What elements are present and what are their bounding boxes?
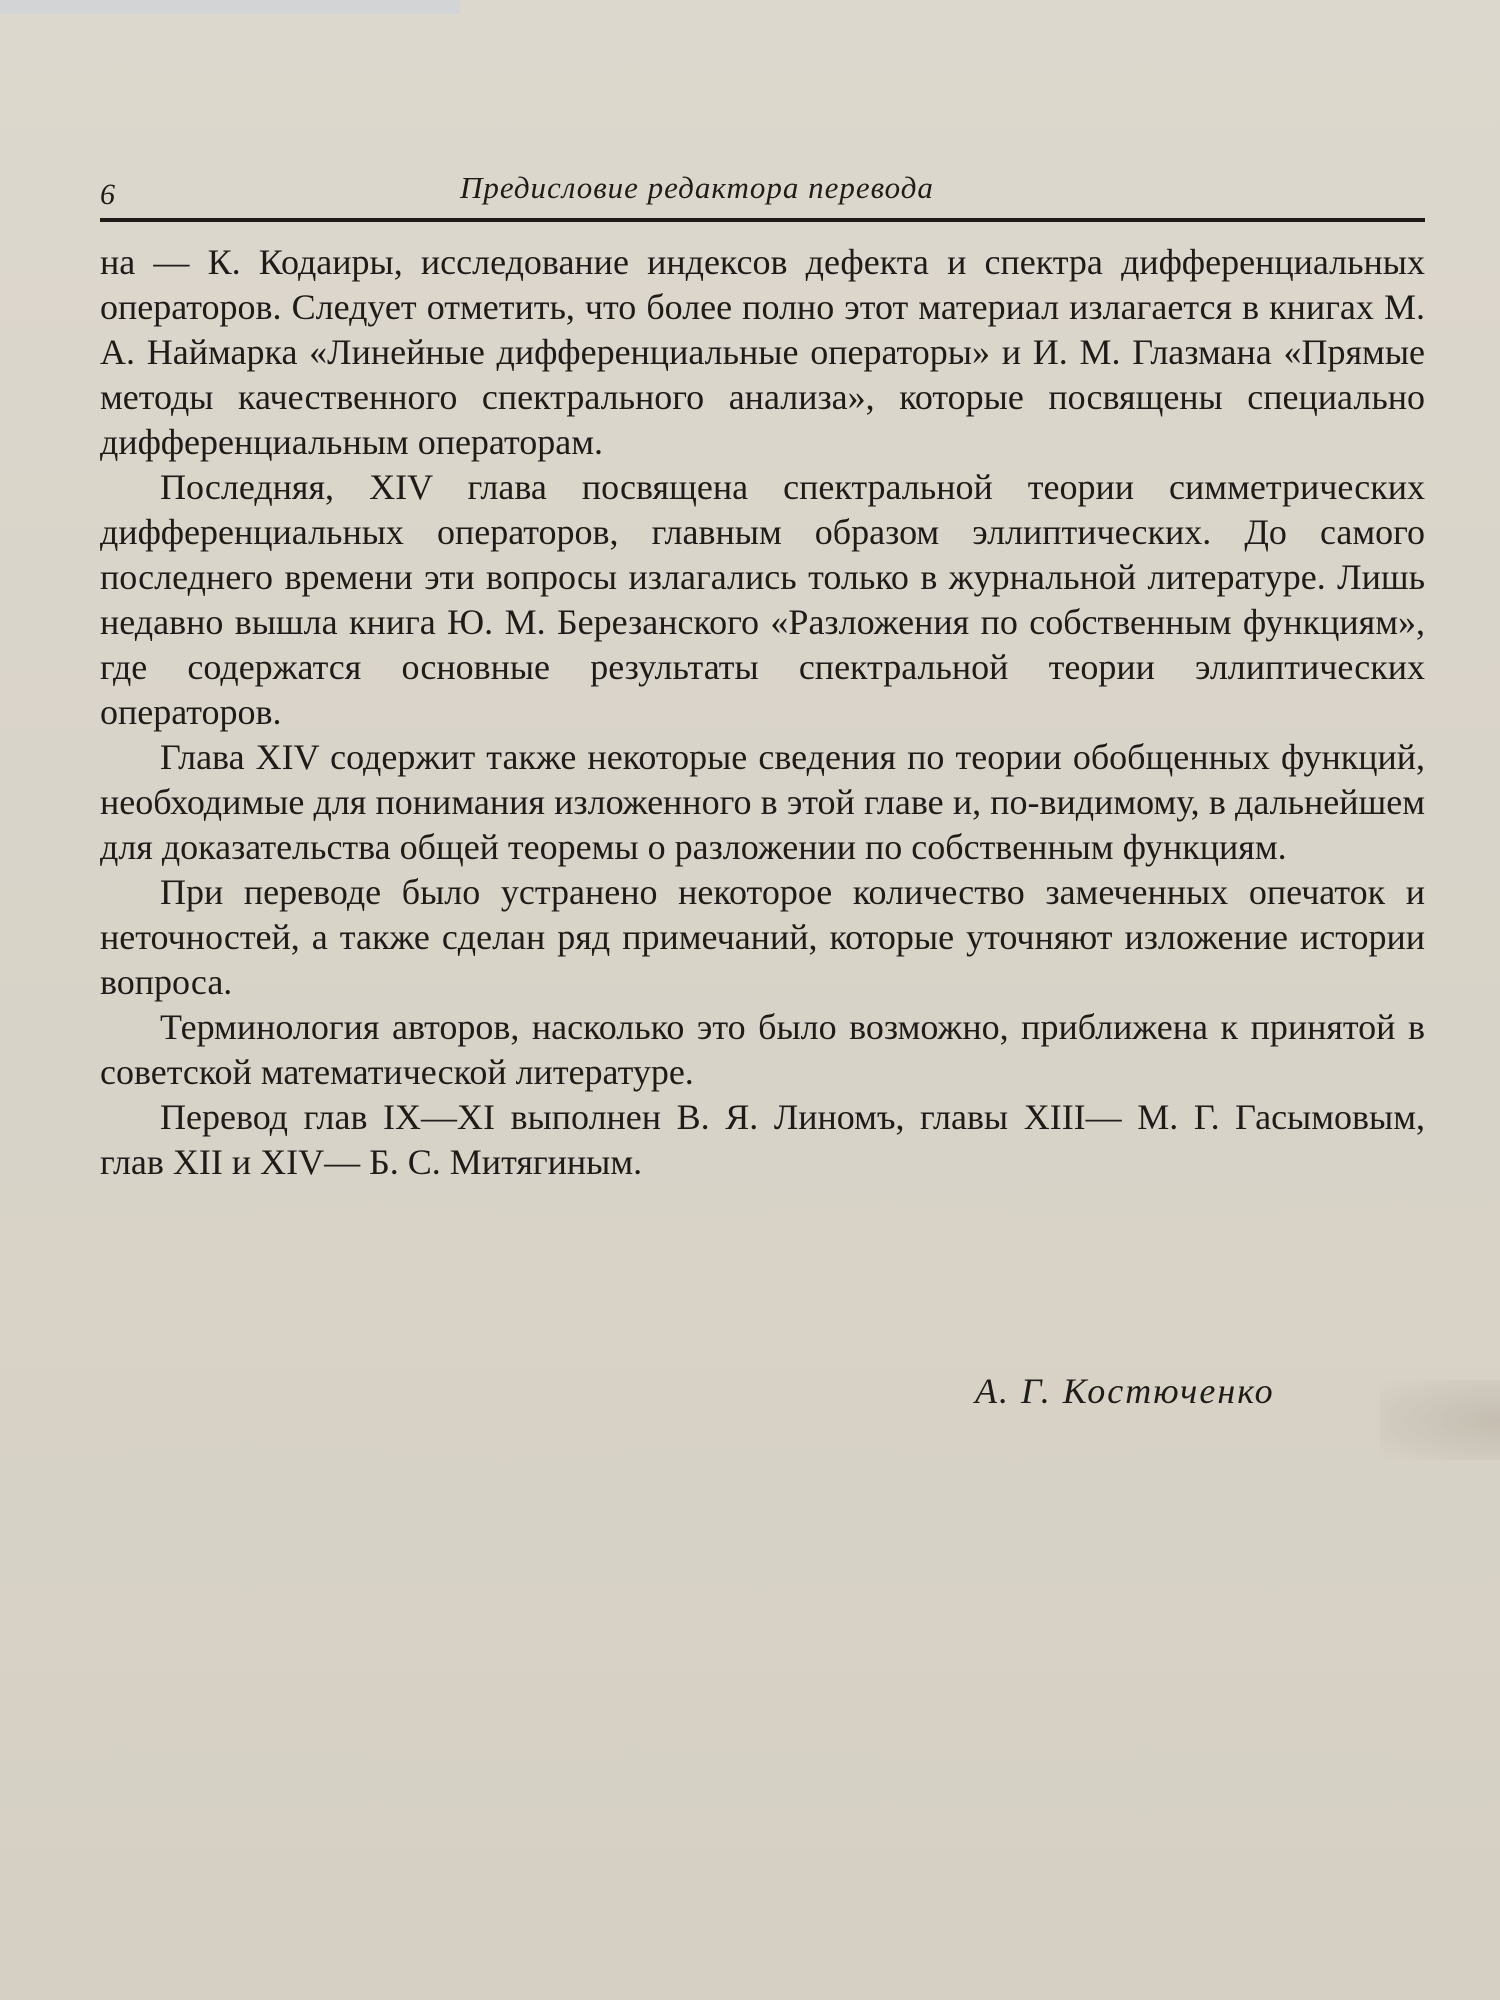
running-head	[100, 148, 1425, 222]
page-number: 6	[100, 178, 115, 211]
body-text	[100, 240, 1425, 1185]
paragraph: Терминология авторов, насколько это было возможно, приближена к принятой в советской математической литературе.	[100, 1007, 1425, 1092]
paragraph: При переводе было устранено некоторое количество замеченных опечаток и неточностей, а также сделан ряд примечаний, которые уточняют изложение истории вопроса.	[100, 872, 1425, 1002]
paragraph: Последняя, XIV глава посвящена спектральной теории симметрических дифференциальных операторов, главным образом эллиптических. До самого последнего времени эти вопросы излагались только в журнальной литературе. Лишь недавно вышла книга Ю. М. Березанского «Разложения по собственным функциям», где содержатся основные результаты спектральной теории эллиптических операторов.	[100, 467, 1425, 732]
page-edge	[0, 0, 460, 14]
editor-signature: А. Г. Костюченко	[975, 1371, 1275, 1411]
page-shadow	[1380, 1380, 1500, 1460]
paragraph: Перевод глав IX—XI выполнен В. Я. Линомъ, главы XIII— М. Г. Гасымовым, глав XII и XIV— Б. С. Митягиным.	[100, 1097, 1425, 1182]
section-title: Предисловие редактора перевода	[460, 170, 934, 205]
paragraph: на — К. Кодаиры, исследование индексов дефекта и спектра дифференциальных операторов. Следует отметить, что более полно этот материал излагается в книгах М. А. Наймарка «Линейные дифференциальные операторы» и И. М. Глазмана «Прямые методы качественного спектрального анализа», которые посвящены специально дифференциальным операторам.	[100, 242, 1425, 462]
paragraph: Глава XIV содержит также некоторые сведения по теории обобщенных функций, необходимые для понимания изложенного в этой главе и, по-видимому, в дальнейшем для доказательства общей теоремы о разложении по собственным функциям.	[100, 737, 1425, 867]
